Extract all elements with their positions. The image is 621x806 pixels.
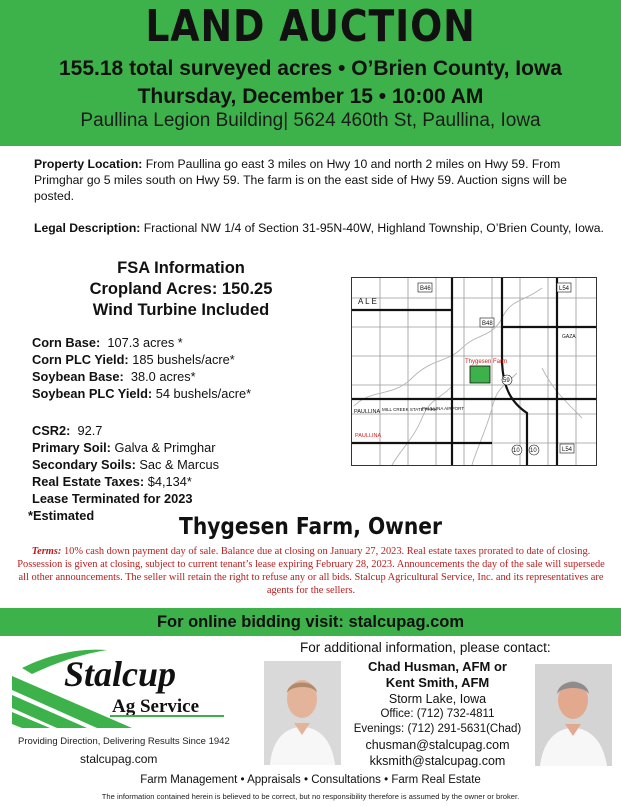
- fact-value: 38.0 acres*: [123, 369, 196, 384]
- fact-row: [32, 385, 251, 402]
- terms-label: Terms:: [31, 546, 62, 557]
- legal-description-text: Fractional NW 1/4 of Section 31-95N-40W, Highland Township, O’Brien County, Iowa.: [140, 221, 604, 235]
- disclaimer: The information contained herein is believed to be correct, but no responsibility therefore is assumed by the owner or broker.: [101, 792, 520, 801]
- map-label-farm: Thygesen Farm: [465, 359, 508, 365]
- fact-label: Corn PLC Yield:: [32, 352, 129, 367]
- fact-row: [32, 422, 219, 439]
- online-bidding-banner[interactable]: For online bidding visit: stalcupag.com: [0, 608, 621, 636]
- location-line: Paullina Legion Building| 5624 460th St, Paullina, Iowa: [80, 110, 541, 131]
- road-marker-label: B46: [420, 286, 431, 292]
- stalcup-logo-graphic: [12, 648, 262, 728]
- fact-value: Sac & Marcus: [135, 457, 220, 472]
- fact-value: 54 bushels/acre*: [152, 386, 252, 401]
- map-label-gaza: GAZA: [562, 334, 576, 340]
- company-website[interactable]: stalcupag.com: [80, 752, 158, 766]
- cropland-acres: Cropland Acres: 150.25: [89, 280, 273, 298]
- person-portrait: [535, 664, 612, 766]
- map-svg: [352, 278, 596, 465]
- map-labels: [354, 297, 576, 439]
- location-map: [351, 277, 597, 466]
- base-facts: [32, 334, 251, 402]
- date-time-line: Thursday, December 15 • 10:00 AM: [137, 85, 484, 108]
- company-tagline: Providing Direction, Delivering Results Since 1942: [18, 736, 230, 747]
- farm-parcel: [470, 366, 490, 383]
- road-marker-label: 10: [530, 448, 537, 454]
- agent-photo-chad: [264, 661, 341, 765]
- road-marker-label: L54: [562, 447, 573, 453]
- fact-value: $4,134*: [144, 474, 192, 489]
- fact-label: Real Estate Taxes:: [32, 474, 145, 489]
- fact-row: [32, 368, 251, 385]
- fact-label: Corn Base:: [32, 335, 101, 350]
- email-kent[interactable]: kksmith@stalcupag.com: [369, 754, 506, 768]
- stalcup-logo: [12, 648, 262, 728]
- contact-city: Storm Lake, Iowa: [388, 692, 487, 706]
- fsa-heading: FSA Information: [117, 259, 245, 277]
- fact-value: 92.7: [70, 423, 103, 438]
- fact-row: [32, 490, 219, 507]
- property-location-label: Property Location:: [34, 157, 143, 171]
- agent-photo-kent: [535, 664, 612, 766]
- contact-info: [345, 659, 530, 769]
- evening-phone[interactable]: Evenings: (712) 291-5631(Chad): [353, 723, 522, 735]
- map-label-park: MILL CREEK STATE PARK: [382, 407, 437, 412]
- terms-of-sale: [14, 545, 608, 597]
- auction-title: LAND AUCTION: [145, 1, 476, 52]
- wind-turbine: Wind Turbine Included: [92, 301, 270, 319]
- logo-name-stalcup: Stalcup: [64, 654, 177, 694]
- legal-description-label: Legal Description:: [34, 221, 141, 235]
- fact-label: Soybean Base:: [32, 369, 124, 384]
- auction-header: [0, 0, 621, 146]
- contact-heading: For additional information, please contact:: [300, 640, 551, 655]
- fact-row: [32, 456, 219, 473]
- soil-facts: [32, 422, 219, 507]
- fact-value: 185 bushels/acre*: [128, 352, 235, 367]
- fact-label: Soybean PLC Yield:: [32, 386, 153, 401]
- fsa-information: [40, 258, 322, 321]
- contact-names-2: Kent Smith, AFM: [385, 675, 490, 690]
- road-marker-label: 10: [513, 448, 520, 454]
- services-line: Farm Management • Appraisals • Consultations • Farm Real Estate: [140, 774, 481, 786]
- fact-label: CSR2:: [32, 423, 71, 438]
- road-markers: [418, 283, 574, 455]
- fact-label: Lease Terminated for 2023: [32, 491, 193, 506]
- road-marker-label: 59: [503, 378, 510, 384]
- property-location-text: From Paullina go east 3 miles on Hwy 10 and north 2 miles on Hwy 59. From Primghar go 5 miles south on Hwy 59. The farm is on the east side of Hwy 59. Auction signs will be posted.: [34, 157, 567, 203]
- fact-label: Primary Soil:: [32, 440, 111, 455]
- map-label-town: PAULLINA: [355, 433, 382, 439]
- map-label-airport: PAULLINA AIRPORT: [422, 406, 465, 411]
- acreage-line: 155.18 total surveyed acres • O’Brien County, Iowa: [59, 57, 562, 80]
- estimated-note: *Estimated: [28, 508, 95, 523]
- legal-description: [34, 220, 604, 236]
- road-marker-label: L54: [559, 286, 570, 292]
- fact-row: [32, 473, 219, 490]
- person-portrait: [264, 661, 341, 765]
- map-label-ale: A L E: [358, 297, 377, 306]
- terms-text: 10% cash down payment day of sale. Balance due at closing on January 27, 2023. Real estate taxes prorated to date of closing. Possession is given at closing, subject to current tenant’s lease expiring February 28, 2023. Announcements the day of the sale will supersede all other announcements. The seller will retain the right to refuse any or all bids. Stalcup Agricultural Service, Inc. and its representatives are agents for the sellers.: [17, 546, 605, 596]
- owner-heading: Thygesen Farm, Owner: [179, 514, 442, 540]
- fact-label: Secondary Soils:: [32, 457, 136, 472]
- fact-value: 107.3 acres *: [100, 335, 183, 350]
- email-chad[interactable]: chusman@stalcupag.com: [365, 738, 510, 752]
- property-location: [34, 156, 604, 204]
- fact-value: Galva & Primghar: [110, 440, 216, 455]
- road-marker-label: B48: [482, 321, 493, 327]
- office-phone[interactable]: Office: (712) 732-4811: [380, 708, 495, 720]
- fact-row: [32, 351, 251, 368]
- contact-names: Chad Husman, AFM or: [368, 659, 507, 674]
- logo-name-ag-service: Ag Service: [112, 696, 200, 717]
- fact-row: [32, 334, 251, 351]
- fact-row: [32, 439, 219, 456]
- map-label-paullina: PAULLINA: [354, 409, 381, 415]
